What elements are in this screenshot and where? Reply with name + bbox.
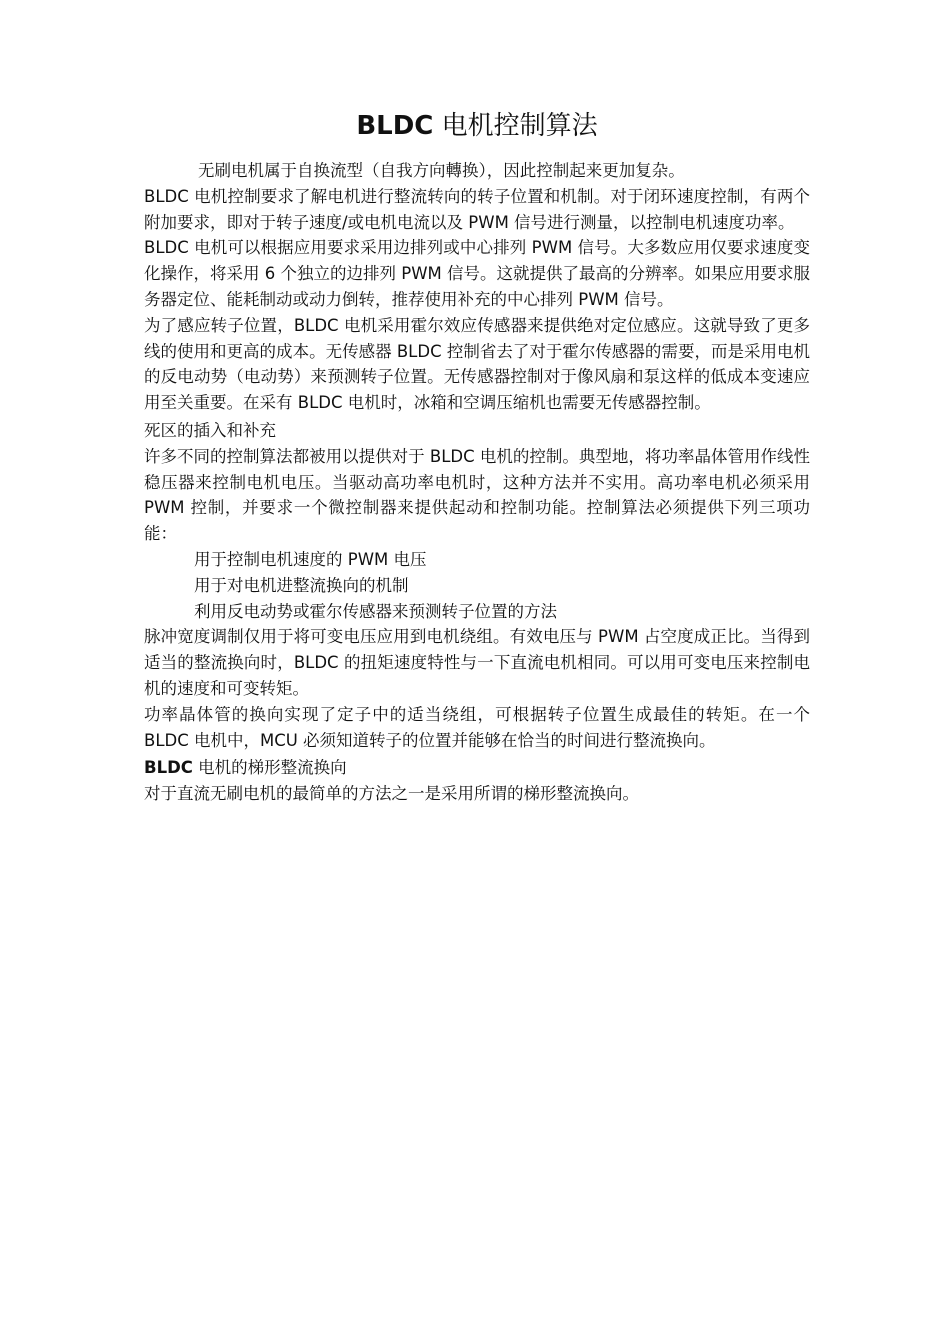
- paragraph-trapezoidal: 对于直流无刷电机的最简单的方法之一是采用所谓的梯形整流换向。: [144, 784, 639, 804]
- list-item-pwm-voltage: 用于控制电机速度的 PWM 电压: [194, 549, 427, 569]
- paragraph-control-requirements: BLDC 电机控制要求了解电机进行整流转向的转子位置和机制。对于闭环速度控制，有两个附加要求，即对于转子速度/或电机电流以及 PWM 信号进行测量，以控制电机速度功率。: [144, 186, 810, 232]
- section-heading-dead-time: 死区的插入和补充: [144, 420, 276, 440]
- title-rest-part: 电机控制算法: [433, 111, 598, 141]
- document-body: [144, 108, 810, 807]
- section-heading-trapezoidal: [144, 755, 810, 781]
- heading-bold-part: BLDC: [144, 758, 193, 778]
- paragraph-pwm-alignment: BLDC 电机可以根据应用要求采用边排列或中心排列 PWM 信号。大多数应用仅要求速度变化操作，将采用 6 个独立的边排列 PWM 信号。这就提供了最高的分辨率。如果应用要求服务器定位、能耗制动或动力倒转，推荐使用补充的中心排列 PWM 信号。: [144, 238, 810, 309]
- list-item-commutation: 用于对电机进整流换向的机制: [194, 575, 409, 595]
- heading-rest-part: 电机的梯形整流换向: [192, 758, 347, 778]
- title-bold-part: BLDC: [356, 111, 434, 141]
- list-item-rotor-prediction: 利用反电动势或霍尔传感器来预测转子位置的方法: [194, 601, 557, 621]
- paragraph-pwm-modulation: 脉冲宽度调制仅用于将可变电压应用到电机绕组。有效电压与 PWM 占空度成正比。当得到适当的整流换向时，BLDC 的扭矩速度特性与一下直流电机相同。可以用可变电压来控制电机的速度和可变转矩。: [144, 627, 810, 698]
- paragraph-transistor-commutation: 功率晶体管的换向实现了定子中的适当绕组，可根据转子位置生成最佳的转矩。在一个 BLDC 电机中，MCU 必须知道转子的位置并能够在恰当的时间进行整流换向。: [144, 704, 810, 750]
- paragraph-intro: 无刷电机属于自换流型（自我方向轉换），因此控制起来更加复杂。: [198, 161, 685, 180]
- paragraph-rotor-sensing: 为了感应转子位置，BLDC 电机采用霍尔效应传感器来提供绝对定位感应。这就导致了更多线的使用和更高的成本。无传感器 BLDC 控制省去了对于霍尔传感器的需要，而是采用电机的反电动势（电动势）来预测转子位置。无传感器控制对于像风扇和泵这样的低成本变速应用至关重要。在采有 BLDC 电机时，冰箱和空调压缩机也需要无传感器控制。: [144, 315, 810, 413]
- paragraph-control-algorithms: 许多不同的控制算法都被用以提供对于 BLDC 电机的控制。典型地，将功率晶体管用作线性稳压器来控制电机电压。当驱动高功率电机时，这种方法并不实用。高功率电机必须采用 PWM 控制，并要求一个微控制器来提供起动和控制功能。控制算法必须提供下列三项功能：: [144, 446, 810, 544]
- document-title: [144, 108, 810, 144]
